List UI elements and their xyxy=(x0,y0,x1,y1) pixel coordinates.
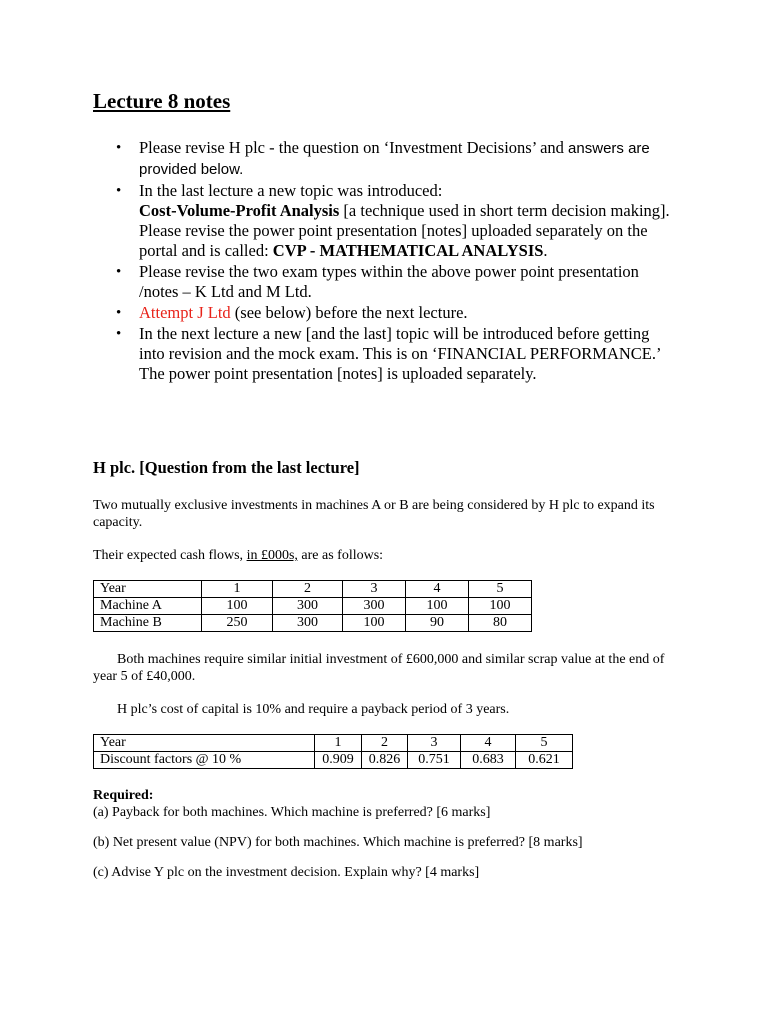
list-item: • Please revise the two exam types within the above power point presentation /notes – K Ltd and M Ltd. xyxy=(116,262,639,301)
discount-factor-table xyxy=(93,734,573,769)
section-title: H plc. [Question from the last lecture] xyxy=(93,458,360,477)
table-row: Year 1 2 3 4 5 xyxy=(94,581,532,598)
required-heading: Required: xyxy=(93,788,154,803)
bullet-icon: • xyxy=(116,140,122,156)
intro-paragraph: Two mutually exclusive investments in machines A or B are being considered by H plc to expand its capacity. xyxy=(93,498,655,530)
required-section xyxy=(93,787,613,881)
list-item: • In the last lecture a new topic was introduced: Cost-Volume-Profit Analysis [a technique used in short term decision making]. Please revise the power point presentation [notes] uploaded separately on the portal and is called: CVP - MATHEMATICAL ANALYSIS. xyxy=(116,181,670,260)
bullet-list xyxy=(115,138,675,385)
cost-of-capital-paragraph: H plc’s cost of capital is 10% and require a payback period of 3 years. xyxy=(117,702,510,717)
question-c: (c) Advise Y plc on the investment decision. Explain why? [4 marks] xyxy=(93,865,480,880)
table-row: Machine A 100 300 300 100 100 xyxy=(94,598,532,615)
cash-flow-lead: Their expected cash flows, in £000s, are as follows: xyxy=(93,548,384,563)
table-row: Machine B 250 300 100 90 80 xyxy=(94,615,532,632)
list-item: • Attempt J Ltd (see below) before the next lecture. xyxy=(116,303,468,322)
question-a: (a) Payback for both machines. Which machine is preferred? [6 marks] xyxy=(93,805,491,820)
cash-flow-table xyxy=(93,580,532,632)
table-row: Discount factors @ 10 % 0.909 0.826 0.751 0.683 0.621 xyxy=(94,752,573,769)
bullet-icon: • xyxy=(116,305,122,321)
question-b: (b) Net present value (NPV) for both machines. Which machine is preferred? [8 marks] xyxy=(93,835,583,850)
page-title: Lecture 8 notes xyxy=(93,89,231,113)
table-row: Year 1 2 3 4 5 xyxy=(94,735,573,752)
bullet-icon: • xyxy=(116,264,122,280)
bullet-icon: • xyxy=(116,183,122,199)
investment-paragraph: Both machines require similar initial investment of £600,000 and similar scrap value at the end of year 5 of £40,000. xyxy=(93,652,665,684)
highlighted-task: Attempt J Ltd xyxy=(139,303,231,322)
list-item: • In the next lecture a new [and the last] topic will be introduced before getting into revision and the mock exam. This is on ‘FINANCIAL PERFORMANCE.’ The power point presentation [notes] is uploaded separately. xyxy=(116,324,661,383)
bullet-icon: • xyxy=(116,326,122,342)
list-item: • Please revise H plc - the question on ‘Investment Decisions’ and answers are provided below. xyxy=(116,138,650,178)
